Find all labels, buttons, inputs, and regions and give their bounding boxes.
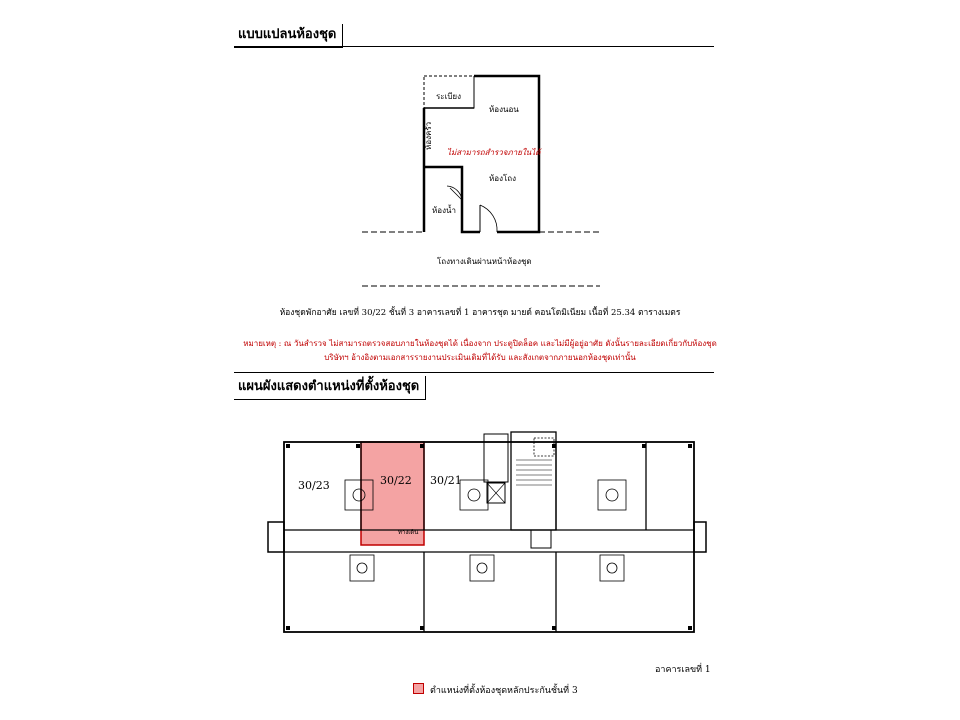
building-location-plan <box>0 420 960 645</box>
location-plan-title: แผนผังแสดงตำแหน่งที่ตั้งห้องชุด <box>234 376 426 400</box>
floor-plan-title: แบบแปลนห้องชุด <box>234 24 343 48</box>
corridor-text: ทางเดิน <box>398 529 419 536</box>
room-label-bathroom: ห้องน้ำ <box>432 206 456 215</box>
unit-label-30-23: 30/23 <box>298 479 330 492</box>
no-inspection-note: ไม่สามารถสำรวจภายในได้ <box>447 148 541 157</box>
building-label: อาคารเลขที่ 1 <box>655 665 711 675</box>
room-label-bedroom: ห้องนอน <box>489 105 519 114</box>
unit-floor-plan-drawing <box>0 0 960 290</box>
corridor-label: โถงทางเดินผ่านหน้าห้องชุด <box>437 257 532 266</box>
legend-text: ตำแหน่งที่ตั้งห้องชุดหลักประกันชั้นที่ 3 <box>430 686 578 696</box>
section-divider <box>234 372 714 373</box>
remark-line-1: หมายเหตุ : ณ วันสำรวจ ไม่สามารถตรวจสอบภายในห้องชุดได้ เนื่องจาก ประตูปิดล็อค และไม่มีผู้อยู่อาศัย ดังนั้นรายละเอียดเกี่ยวกับห้องชุด <box>243 339 717 348</box>
room-label-living: ห้องโถง <box>489 174 517 183</box>
legend-swatch <box>413 683 424 694</box>
room-label-kitchen: ห้องครัว <box>424 121 433 150</box>
unit-label-30-21: 30/21 <box>430 474 462 487</box>
unit-label-30-22: 30/22 <box>380 474 412 487</box>
remark-line-2: บริษัทฯ อ้างอิงตามเอกสารรายงานประเมินเดิมที่ได้รับ และสังเกตจากภายนอกห้องชุดเท่านั้น <box>324 353 636 362</box>
unit-caption: ห้องชุดพักอาศัย เลขที่ 30/22 ชั้นที่ 3 อาคารเลขที่ 1 อาคารชุด มายด์ คอนโดมิเนียม เนื้อที่ 25.34 ตารางเมตร <box>279 308 681 318</box>
room-label-balcony: ระเบียง <box>436 92 461 101</box>
